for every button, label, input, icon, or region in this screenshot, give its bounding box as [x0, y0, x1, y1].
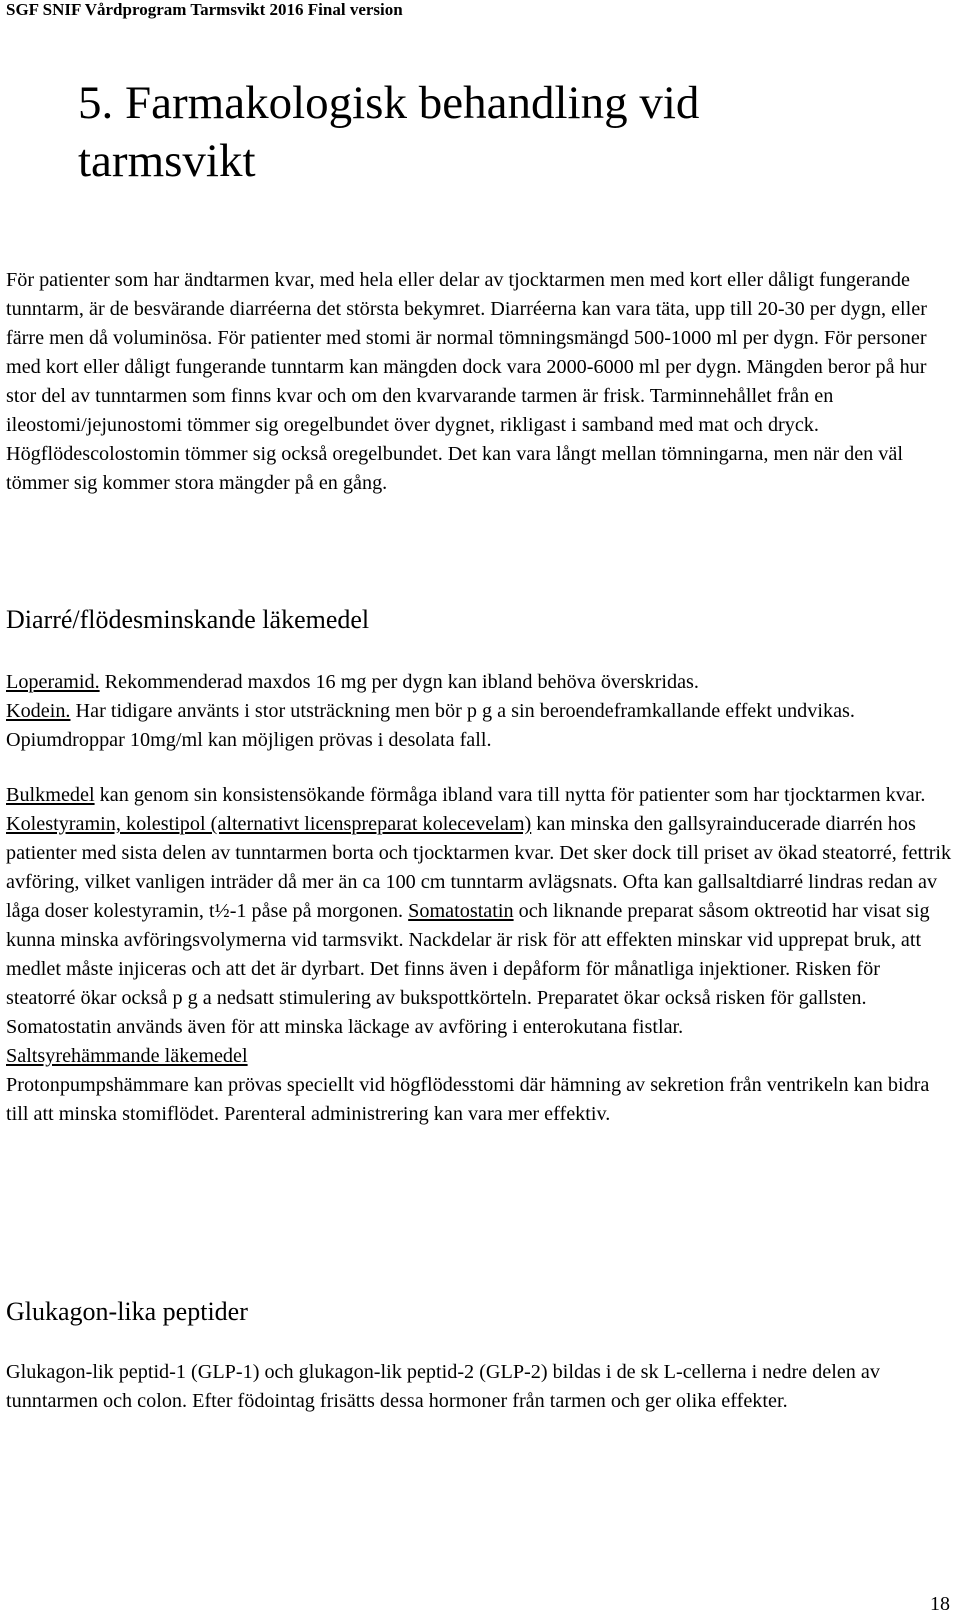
loperamid-term: Loperamid.: [6, 671, 100, 693]
section-heading-glp: Glukagon-lika peptider: [6, 1297, 248, 1326]
bulk-paragraph: [6, 781, 954, 1129]
document-header: SGF SNIF Vårdprogram Tarmsvikt 2016 Final version: [6, 0, 403, 19]
saltsyra-term: Saltsyrehämmande läkemedel: [6, 1045, 248, 1067]
intro-paragraph: För patienter som har ändtarmen kvar, med hela eller delar av tjocktarmen men med kort eller dåligt fungerande tunntarm, är de besvärande diarréerna det största bekymret. Diarréerna kan vara täta, upp till 20-30 per dygn, eller färre men då voluminösa. För patienter med stomi är normal tömningsmängd 500-1000 ml per dygn. För personer med kort eller dåligt fungerande tunntarm kan mängden dock vara 2000-6000 ml per dygn. Mängden beror på hur stor del av tunntarmen som finns kvar och om den kvarvarande tarmen är frisk. Tarminnehållet från en ileostomi/jejunostomi tömmer sig oregelbundet över dygnet, rikligast i samband med mat och dryck. Högflödescolostomin tömmer sig också oregelbundet. Det kan vara långt mellan tömningarna, men när den väl tömmer sig kommer stora mängder på en gång.: [6, 269, 927, 494]
kolestyramin-term: Kolestyramin, kolestipol (alternativt licenspreparat kolecevelam): [6, 813, 532, 835]
bulk-text: kan genom sin konsistensökande förmåga ibland vara till nytta för patienter som har tjocktarmen kvar.: [94, 784, 926, 806]
bulk-term: Bulkmedel: [6, 784, 95, 806]
saltsyra-text: Protonpumpshämmare kan prövas speciellt vid högflödesstomi där hämning av sekretion från ventrikeln kan bidra till att minska stomiflödet. Parenteral administrering kan vara mer effektiv.: [6, 1074, 930, 1125]
kodein-text: Har tidigare använts i stor utsträckning men bör p g a sin beroendeframkallande effekt undvikas. Opiumdroppar 10mg/ml kan möjligen prövas i desolata fall.: [6, 700, 855, 751]
kodein-term: Kodein.: [6, 700, 71, 722]
chapter-title: 5. Farmakologisk behandling vid tarmsvikt: [78, 77, 700, 187]
glp-paragraph: Glukagon-lik peptid-1 (GLP-1) och glukagon-lik peptid-2 (GLP-2) bildas i de sk L-cellerna i nedre delen av tunntarmen och colon. Efter födointag frisätts dessa hormoner från tarmen och ger olika effekter.: [6, 1361, 880, 1412]
somatostatin-term: Somatostatin: [408, 900, 514, 922]
loperamid-kodein-paragraph: [6, 668, 954, 755]
kolestyramin-text: kan minska den gallsyrainducerade diarrén hos patienter med sista delen av tunntarmen borta och tjocktarmen kvar. Det sker dock till priset av ökad steatorré, fettrik avföring, vilket vanligen inträder då mer än ca 100 cm tunntarm avlägsnats. Ofta kan gallsaltdiarré lindras redan av låga doser kolestyramin, t½-1 påse på morgonen.: [6, 813, 952, 922]
loperamid-text: Rekommenderad maxdos 16 mg per dygn kan ibland behöva överskridas.: [99, 671, 699, 693]
page-number: 18: [930, 1593, 950, 1615]
section-heading-antidiarrheal: Diarré/flödesminskande läkemedel: [6, 605, 370, 634]
somatostatin-text: och liknande preparat såsom oktreotid har visat sig kunna minska avföringsvolymerna vid tarmsvikt. Nackdelar är risk för att effekten minskar vid upprepat bruk, att medlet måste injiceras och att det är dyrbart. Det finns även i depåform för månatliga injektioner. Risken för steatorré ökar också p g a nedsatt stimulering av bukspottkörteln. Preparatet ökar också risken för gallsten. Somatostatin används även för att minska läckage av avföring i enterokutana fistlar.: [6, 900, 930, 1038]
